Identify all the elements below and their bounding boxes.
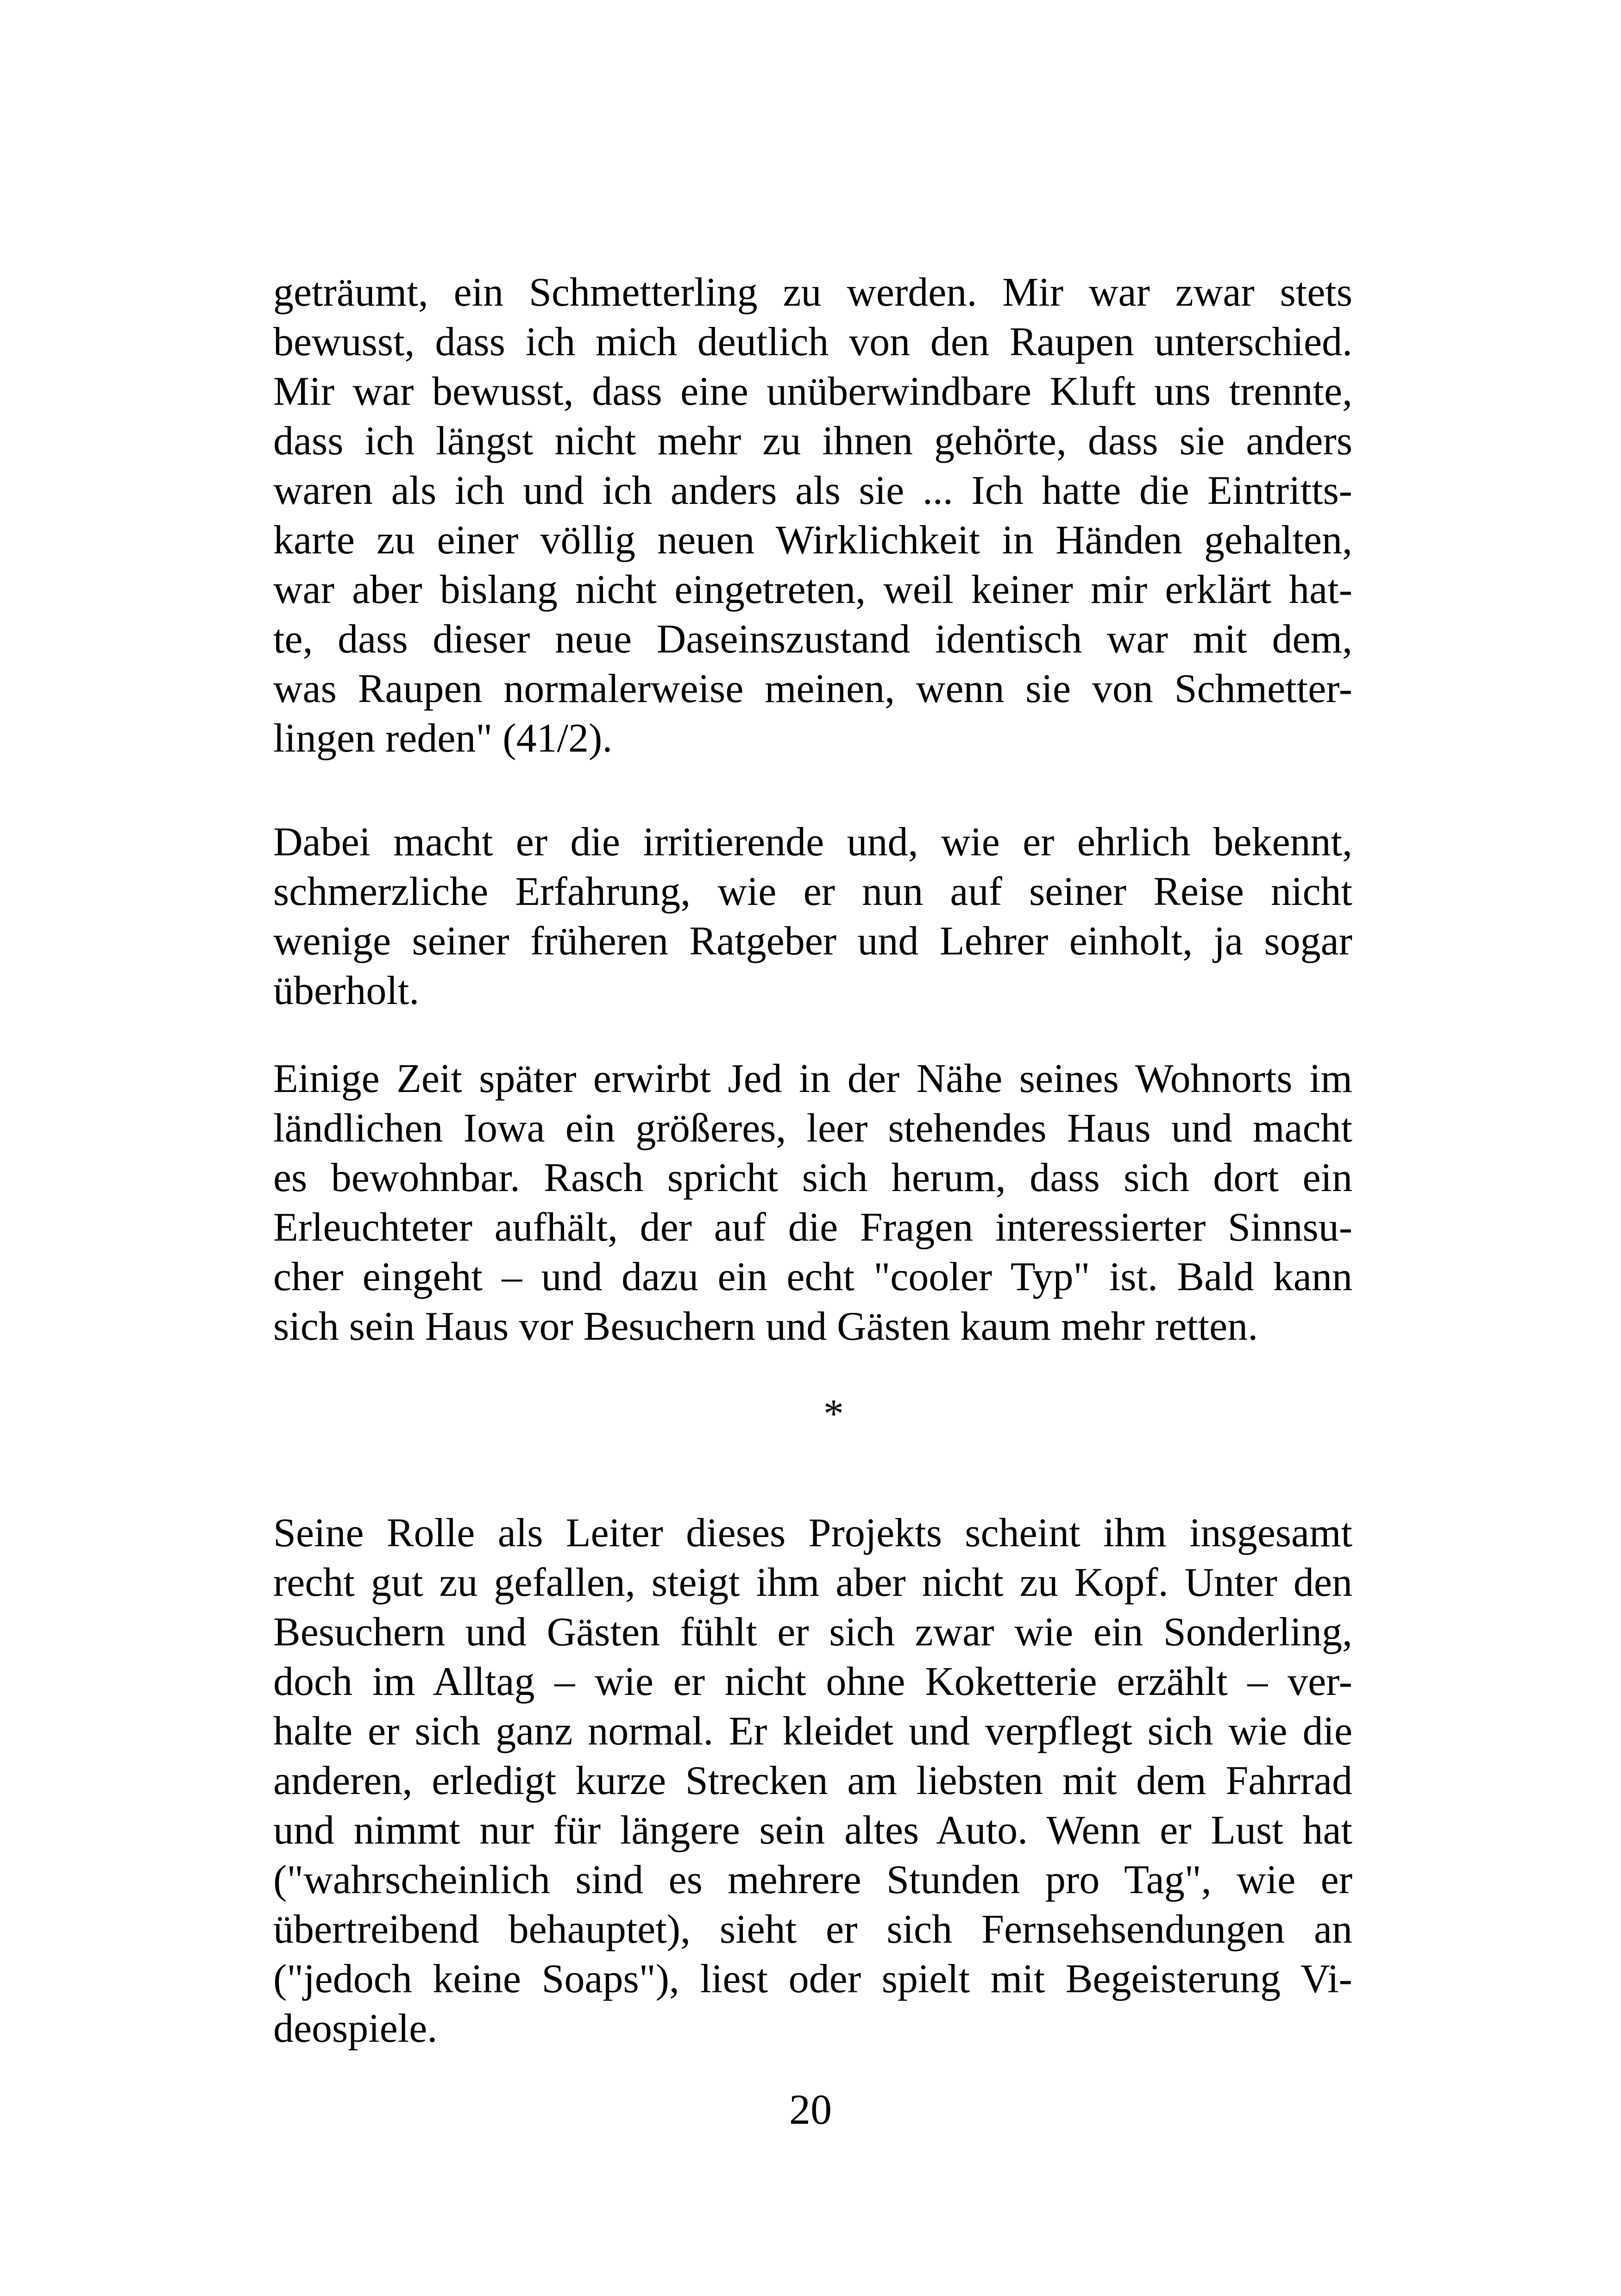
text-line: dass ich längst nicht mehr zu ihnen gehörte, dass sie anders <box>273 419 1352 464</box>
text-line: sich sein Haus vor Besuchern und Gästen kaum mehr retten. <box>273 1304 1258 1349</box>
text-line: überholt. <box>273 968 420 1013</box>
paragraph-1 <box>273 268 1352 763</box>
text-line: anderen, erledigt kurze Strecken am liebsten mit dem Fahrrad <box>273 1758 1352 1803</box>
text-line: waren als ich und ich anders als sie ... Ich hatte die Eintritts- <box>273 468 1352 513</box>
paragraph-4 <box>273 1508 1352 2053</box>
text-line: bewusst, dass ich mich deutlich von den Raupen unterschied. <box>273 320 1352 364</box>
text-line: ("jedoch keine Soaps"), liest oder spielt mit Begeisterung Vi- <box>273 1957 1352 2001</box>
text-line: was Raupen normalerweise meinen, wenn sie von Schmetter- <box>273 666 1352 711</box>
text-line: cher eingeht – und dazu ein echt "cooler Typ" ist. Bald kann <box>273 1255 1352 1299</box>
text-line: wenige seiner früheren Ratgeber und Lehrer einholt, ja sogar <box>273 919 1352 964</box>
text-line: te, dass dieser neue Daseinszustand identisch war mit dem, <box>273 617 1352 662</box>
text-line: Mir war bewusst, dass eine unüberwindbare Kluft uns trennte, <box>273 369 1352 414</box>
text-line: schmerzliche Erfahrung, wie er nun auf seiner Reise nicht <box>273 869 1352 914</box>
text-line: lingen reden" (41/2). <box>273 716 613 761</box>
text-line: übertreibend behauptet), sieht er sich Fernsehsendungen an <box>273 1907 1352 1952</box>
text-line: halte er sich ganz normal. Er kleidet und verpflegt sich wie die <box>273 1709 1352 1754</box>
text-line: karte zu einer völlig neuen Wirklichkeit in Händen gehalten, <box>273 518 1352 563</box>
text-line: deospiele. <box>273 2006 438 2051</box>
text-line: doch im Alltag – wie er nicht ohne Koketterie erzählt – ver- <box>273 1659 1352 1704</box>
paragraph-3 <box>273 1054 1352 1351</box>
text-line: recht gut zu gefallen, steigt ihm aber nicht zu Kopf. Unter den <box>273 1560 1352 1605</box>
text-line: Seine Rolle als Leiter dieses Projekts scheint ihm insgesamt <box>273 1511 1352 1556</box>
text-line: ländlichen Iowa ein größeres, leer stehendes Haus und macht <box>273 1106 1352 1151</box>
text-line: Dabei macht er die irritierende und, wie er ehrlich bekennt, <box>273 820 1352 865</box>
page-number: 20 <box>789 2086 832 2133</box>
text-line: Einige Zeit später erwirbt Jed in der Nähe seines Wohnorts im <box>273 1056 1352 1101</box>
text-line: und nimmt nur für längere sein altes Auto. Wenn er Lust hat <box>273 1808 1352 1853</box>
text-line: geträumt, ein Schmetterling zu werden. Mir war zwar stets <box>273 270 1352 315</box>
text-line: war aber bislang nicht eingetreten, weil keiner mir erklärt hat- <box>273 567 1352 612</box>
paragraph-2 <box>273 817 1352 1016</box>
section-separator: * <box>823 1392 844 1437</box>
text-line: Besuchern und Gästen fühlt er sich zwar wie ein Sonderling, <box>273 1610 1352 1655</box>
text-line: ("wahrscheinlich sind es mehrere Stunden pro Tag", wie er <box>273 1857 1352 1902</box>
text-line: Erleuchteter aufhält, der auf die Fragen interessierter Sinnsu- <box>273 1205 1352 1250</box>
text-line: es bewohnbar. Rasch spricht sich herum, dass sich dort ein <box>273 1155 1352 1200</box>
